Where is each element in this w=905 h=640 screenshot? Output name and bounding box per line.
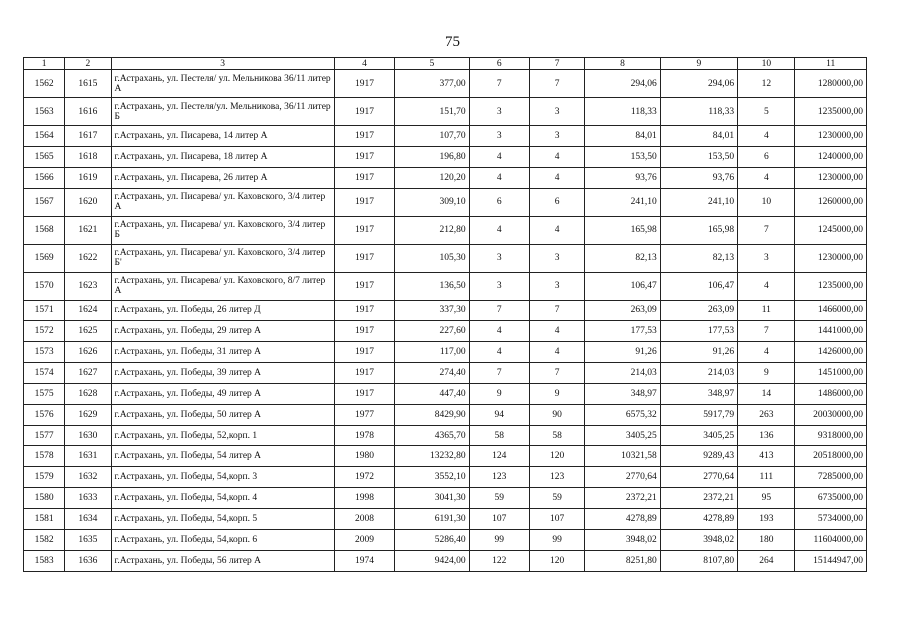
- row-number-cell: 1579: [24, 467, 65, 488]
- col8-cell: 165,98: [585, 216, 660, 244]
- year-cell: 1917: [334, 244, 394, 272]
- col10-cell: 5: [738, 98, 795, 126]
- row-number-cell: 1562: [24, 70, 65, 98]
- amount-cell: 1426000,00: [795, 342, 867, 363]
- col6-cell: 107: [469, 508, 529, 529]
- col9-cell: 241,10: [660, 188, 737, 216]
- id-cell: 1625: [65, 321, 111, 342]
- col9-cell: 8107,80: [660, 550, 737, 571]
- address-cell: г.Астрахань, ул. Победы, 31 литер А: [111, 342, 334, 363]
- col7-cell: 6: [529, 188, 584, 216]
- col9-cell: 294,06: [660, 70, 737, 98]
- area-cell: 377,00: [395, 70, 469, 98]
- year-cell: 2009: [334, 529, 394, 550]
- year-cell: 1917: [334, 363, 394, 384]
- col6-cell: 99: [469, 529, 529, 550]
- row-number-cell: 1576: [24, 404, 65, 425]
- row-number-cell: 1563: [24, 98, 65, 126]
- col6-cell: 7: [469, 70, 529, 98]
- area-cell: 9424,00: [395, 550, 469, 571]
- col9-cell: 9289,43: [660, 446, 737, 467]
- id-cell: 1634: [65, 508, 111, 529]
- area-cell: 3552,10: [395, 467, 469, 488]
- amount-cell: 1260000,00: [795, 188, 867, 216]
- column-header: 4: [334, 58, 394, 70]
- column-header: 10: [738, 58, 795, 70]
- col9-cell: 3948,02: [660, 529, 737, 550]
- col10-cell: 7: [738, 216, 795, 244]
- amount-cell: 5734000,00: [795, 508, 867, 529]
- table-row: [24, 272, 867, 300]
- col10-cell: 264: [738, 550, 795, 571]
- header-row: [24, 58, 867, 70]
- col8-cell: 91,26: [585, 342, 660, 363]
- year-cell: 1977: [334, 404, 394, 425]
- col7-cell: 58: [529, 425, 584, 446]
- year-cell: 2008: [334, 508, 394, 529]
- col9-cell: 118,33: [660, 98, 737, 126]
- col6-cell: 4: [469, 321, 529, 342]
- table-row: [24, 446, 867, 467]
- id-cell: 1633: [65, 488, 111, 509]
- id-cell: 1620: [65, 188, 111, 216]
- area-cell: 120,20: [395, 167, 469, 188]
- col8-cell: 6575,32: [585, 404, 660, 425]
- col7-cell: 4: [529, 216, 584, 244]
- table-header: [24, 58, 867, 70]
- col7-cell: 90: [529, 404, 584, 425]
- amount-cell: 7285000,00: [795, 467, 867, 488]
- table-row: [24, 342, 867, 363]
- page-number: 75: [445, 34, 460, 50]
- table-row: [24, 425, 867, 446]
- col6-cell: 4: [469, 146, 529, 167]
- table-row: [24, 98, 867, 126]
- col10-cell: 136: [738, 425, 795, 446]
- address-cell: г.Астрахань, ул. Писарева/ ул. Каховского, 3/4 литер А: [111, 188, 334, 216]
- amount-cell: 1230000,00: [795, 126, 867, 147]
- area-cell: 4365,70: [395, 425, 469, 446]
- col10-cell: 95: [738, 488, 795, 509]
- address-cell: г.Астрахань, ул. Пестеля/ул. Мельникова, 36/11 литер Б: [111, 98, 334, 126]
- row-number-cell: 1573: [24, 342, 65, 363]
- year-cell: 1978: [334, 425, 394, 446]
- col6-cell: 3: [469, 244, 529, 272]
- col7-cell: 120: [529, 550, 584, 571]
- col8-cell: 3948,02: [585, 529, 660, 550]
- id-cell: 1624: [65, 300, 111, 321]
- col7-cell: 4: [529, 321, 584, 342]
- col6-cell: 123: [469, 467, 529, 488]
- area-cell: 105,30: [395, 244, 469, 272]
- amount-cell: 1245000,00: [795, 216, 867, 244]
- table-row: [24, 216, 867, 244]
- id-cell: 1621: [65, 216, 111, 244]
- row-number-cell: 1577: [24, 425, 65, 446]
- col8-cell: 214,03: [585, 363, 660, 384]
- amount-cell: 1230000,00: [795, 244, 867, 272]
- col9-cell: 348,97: [660, 383, 737, 404]
- id-cell: 1618: [65, 146, 111, 167]
- col8-cell: 348,97: [585, 383, 660, 404]
- col9-cell: 93,76: [660, 167, 737, 188]
- col6-cell: 3: [469, 126, 529, 147]
- row-number-cell: 1565: [24, 146, 65, 167]
- id-cell: 1622: [65, 244, 111, 272]
- col6-cell: 4: [469, 167, 529, 188]
- area-cell: 309,10: [395, 188, 469, 216]
- row-number-cell: 1582: [24, 529, 65, 550]
- col10-cell: 4: [738, 272, 795, 300]
- col9-cell: 153,50: [660, 146, 737, 167]
- col7-cell: 3: [529, 244, 584, 272]
- column-header: 5: [395, 58, 469, 70]
- col10-cell: 12: [738, 70, 795, 98]
- row-number-cell: 1569: [24, 244, 65, 272]
- col6-cell: 4: [469, 342, 529, 363]
- address-cell: г.Астрахань, ул. Победы, 26 литер Д: [111, 300, 334, 321]
- column-header: 1: [24, 58, 65, 70]
- id-cell: 1629: [65, 404, 111, 425]
- year-cell: 1917: [334, 126, 394, 147]
- address-cell: г.Астрахань, ул. Победы, 54,корп. 3: [111, 467, 334, 488]
- col8-cell: 2770,64: [585, 467, 660, 488]
- col9-cell: 214,03: [660, 363, 737, 384]
- col7-cell: 3: [529, 272, 584, 300]
- col9-cell: 165,98: [660, 216, 737, 244]
- year-cell: 1917: [334, 146, 394, 167]
- year-cell: 1998: [334, 488, 394, 509]
- col7-cell: 4: [529, 146, 584, 167]
- address-cell: г.Астрахань, ул. Писарева/ ул. Каховского, 3/4 литер Б': [111, 244, 334, 272]
- col6-cell: 58: [469, 425, 529, 446]
- column-header: 8: [585, 58, 660, 70]
- id-cell: 1627: [65, 363, 111, 384]
- col7-cell: 9: [529, 383, 584, 404]
- area-cell: 274,40: [395, 363, 469, 384]
- amount-cell: 1441000,00: [795, 321, 867, 342]
- amount-cell: 1235000,00: [795, 98, 867, 126]
- col10-cell: 413: [738, 446, 795, 467]
- col9-cell: 91,26: [660, 342, 737, 363]
- table-row: [24, 550, 867, 571]
- address-cell: г.Астрахань, ул. Писарева, 26 литер А: [111, 167, 334, 188]
- column-header: 11: [795, 58, 867, 70]
- year-cell: 1917: [334, 216, 394, 244]
- address-cell: г.Астрахань, ул. Победы, 54 литер А: [111, 446, 334, 467]
- col6-cell: 7: [469, 300, 529, 321]
- table-row: [24, 529, 867, 550]
- col6-cell: 94: [469, 404, 529, 425]
- col10-cell: 3: [738, 244, 795, 272]
- year-cell: 1917: [334, 167, 394, 188]
- col7-cell: 3: [529, 98, 584, 126]
- col7-cell: 7: [529, 363, 584, 384]
- col8-cell: 3405,25: [585, 425, 660, 446]
- address-cell: г.Астрахань, ул. Победы, 52,корп. 1: [111, 425, 334, 446]
- col6-cell: 122: [469, 550, 529, 571]
- id-cell: 1615: [65, 70, 111, 98]
- col10-cell: 180: [738, 529, 795, 550]
- col8-cell: 8251,80: [585, 550, 660, 571]
- col7-cell: 123: [529, 467, 584, 488]
- col10-cell: 14: [738, 383, 795, 404]
- col8-cell: 4278,89: [585, 508, 660, 529]
- col6-cell: 7: [469, 363, 529, 384]
- table-row: [24, 488, 867, 509]
- table-row: [24, 383, 867, 404]
- col9-cell: 263,09: [660, 300, 737, 321]
- row-number-cell: 1581: [24, 508, 65, 529]
- col7-cell: 107: [529, 508, 584, 529]
- table-row: [24, 244, 867, 272]
- year-cell: 1917: [334, 321, 394, 342]
- id-cell: 1623: [65, 272, 111, 300]
- table-row: [24, 126, 867, 147]
- row-number-cell: 1578: [24, 446, 65, 467]
- col6-cell: 4: [469, 216, 529, 244]
- address-cell: г.Астрахань, ул. Пестеля/ ул. Мельникова 36/11 литер А: [111, 70, 334, 98]
- area-cell: 5286,40: [395, 529, 469, 550]
- address-cell: г.Астрахань, ул. Победы, 54,корп. 6: [111, 529, 334, 550]
- area-cell: 136,50: [395, 272, 469, 300]
- col7-cell: 4: [529, 167, 584, 188]
- area-cell: 337,30: [395, 300, 469, 321]
- col10-cell: 10: [738, 188, 795, 216]
- table-row: [24, 363, 867, 384]
- area-cell: 151,70: [395, 98, 469, 126]
- area-cell: 227,60: [395, 321, 469, 342]
- table-row: [24, 300, 867, 321]
- table-row: [24, 188, 867, 216]
- col7-cell: 120: [529, 446, 584, 467]
- address-cell: г.Астрахань, ул. Писарева, 18 литер А: [111, 146, 334, 167]
- id-cell: 1636: [65, 550, 111, 571]
- col9-cell: 82,13: [660, 244, 737, 272]
- amount-cell: 1280000,00: [795, 70, 867, 98]
- col6-cell: 124: [469, 446, 529, 467]
- col7-cell: 99: [529, 529, 584, 550]
- area-cell: 447,40: [395, 383, 469, 404]
- col9-cell: 84,01: [660, 126, 737, 147]
- year-cell: 1917: [334, 383, 394, 404]
- table-row: [24, 467, 867, 488]
- col8-cell: 106,47: [585, 272, 660, 300]
- col7-cell: 59: [529, 488, 584, 509]
- id-cell: 1626: [65, 342, 111, 363]
- id-cell: 1631: [65, 446, 111, 467]
- col8-cell: 177,53: [585, 321, 660, 342]
- year-cell: 1917: [334, 272, 394, 300]
- area-cell: 107,70: [395, 126, 469, 147]
- col9-cell: 3405,25: [660, 425, 737, 446]
- col9-cell: 106,47: [660, 272, 737, 300]
- column-header: 2: [65, 58, 111, 70]
- address-cell: г.Астрахань, ул. Писарева/ ул. Каховского, 8/7 литер А: [111, 272, 334, 300]
- address-cell: г.Астрахань, ул. Победы, 54,корп. 4: [111, 488, 334, 509]
- id-cell: 1617: [65, 126, 111, 147]
- address-cell: г.Астрахань, ул. Победы, 29 литер А: [111, 321, 334, 342]
- table-row: [24, 404, 867, 425]
- address-cell: г.Астрахань, ул. Писарева/ ул. Каховского, 3/4 литер Б: [111, 216, 334, 244]
- amount-cell: 1230000,00: [795, 167, 867, 188]
- col9-cell: 5917,79: [660, 404, 737, 425]
- amount-cell: 1466000,00: [795, 300, 867, 321]
- row-number-cell: 1566: [24, 167, 65, 188]
- column-header: 9: [660, 58, 737, 70]
- row-number-cell: 1571: [24, 300, 65, 321]
- area-cell: 13232,80: [395, 446, 469, 467]
- year-cell: 1917: [334, 70, 394, 98]
- area-cell: 212,80: [395, 216, 469, 244]
- col7-cell: 7: [529, 70, 584, 98]
- address-cell: г.Астрахань, ул. Победы, 56 литер А: [111, 550, 334, 571]
- col8-cell: 263,09: [585, 300, 660, 321]
- column-header: 7: [529, 58, 584, 70]
- table-row: [24, 146, 867, 167]
- year-cell: 1972: [334, 467, 394, 488]
- amount-cell: 20030000,00: [795, 404, 867, 425]
- area-cell: 3041,30: [395, 488, 469, 509]
- col9-cell: 177,53: [660, 321, 737, 342]
- amount-cell: 1235000,00: [795, 272, 867, 300]
- col8-cell: 294,06: [585, 70, 660, 98]
- amount-cell: 6735000,00: [795, 488, 867, 509]
- col8-cell: 82,13: [585, 244, 660, 272]
- column-header: 3: [111, 58, 334, 70]
- area-cell: 117,00: [395, 342, 469, 363]
- table-row: [24, 70, 867, 98]
- amount-cell: 15144947,00: [795, 550, 867, 571]
- address-cell: г.Астрахань, ул. Победы, 39 литер А: [111, 363, 334, 384]
- column-header: 6: [469, 58, 529, 70]
- col8-cell: 10321,58: [585, 446, 660, 467]
- year-cell: 1980: [334, 446, 394, 467]
- col6-cell: 9: [469, 383, 529, 404]
- col10-cell: 4: [738, 342, 795, 363]
- area-cell: 196,80: [395, 146, 469, 167]
- row-number-cell: 1580: [24, 488, 65, 509]
- row-number-cell: 1574: [24, 363, 65, 384]
- row-number-cell: 1568: [24, 216, 65, 244]
- col6-cell: 3: [469, 272, 529, 300]
- col10-cell: 7: [738, 321, 795, 342]
- year-cell: 1917: [334, 300, 394, 321]
- col6-cell: 3: [469, 98, 529, 126]
- amount-cell: 11604000,00: [795, 529, 867, 550]
- id-cell: 1635: [65, 529, 111, 550]
- col10-cell: 11: [738, 300, 795, 321]
- row-number-cell: 1572: [24, 321, 65, 342]
- col9-cell: 2770,64: [660, 467, 737, 488]
- col9-cell: 2372,21: [660, 488, 737, 509]
- col8-cell: 84,01: [585, 126, 660, 147]
- col8-cell: 241,10: [585, 188, 660, 216]
- year-cell: 1974: [334, 550, 394, 571]
- row-number-cell: 1564: [24, 126, 65, 147]
- address-cell: г.Астрахань, ул. Победы, 49 литер А: [111, 383, 334, 404]
- row-number-cell: 1570: [24, 272, 65, 300]
- amount-cell: 9318000,00: [795, 425, 867, 446]
- housing-registry-table: [23, 57, 867, 572]
- table-row: [24, 321, 867, 342]
- col7-cell: 3: [529, 126, 584, 147]
- amount-cell: 1486000,00: [795, 383, 867, 404]
- col7-cell: 7: [529, 300, 584, 321]
- col7-cell: 4: [529, 342, 584, 363]
- col9-cell: 4278,89: [660, 508, 737, 529]
- col10-cell: 263: [738, 404, 795, 425]
- col10-cell: 4: [738, 167, 795, 188]
- address-cell: г.Астрахань, ул. Победы, 50 литер А: [111, 404, 334, 425]
- id-cell: 1632: [65, 467, 111, 488]
- col6-cell: 6: [469, 188, 529, 216]
- col8-cell: 118,33: [585, 98, 660, 126]
- address-cell: г.Астрахань, ул. Победы, 54,корп. 5: [111, 508, 334, 529]
- amount-cell: 1451000,00: [795, 363, 867, 384]
- id-cell: 1628: [65, 383, 111, 404]
- year-cell: 1917: [334, 98, 394, 126]
- row-number-cell: 1575: [24, 383, 65, 404]
- address-cell: г.Астрахань, ул. Писарева, 14 литер А: [111, 126, 334, 147]
- col10-cell: 6: [738, 146, 795, 167]
- row-number-cell: 1583: [24, 550, 65, 571]
- row-number-cell: 1567: [24, 188, 65, 216]
- col8-cell: 2372,21: [585, 488, 660, 509]
- id-cell: 1616: [65, 98, 111, 126]
- area-cell: 6191,30: [395, 508, 469, 529]
- year-cell: 1917: [334, 188, 394, 216]
- table-row: [24, 508, 867, 529]
- id-cell: 1630: [65, 425, 111, 446]
- area-cell: 8429,90: [395, 404, 469, 425]
- col10-cell: 4: [738, 126, 795, 147]
- table-body: [24, 70, 867, 572]
- col10-cell: 111: [738, 467, 795, 488]
- col10-cell: 9: [738, 363, 795, 384]
- table-row: [24, 167, 867, 188]
- col8-cell: 93,76: [585, 167, 660, 188]
- id-cell: 1619: [65, 167, 111, 188]
- year-cell: 1917: [334, 342, 394, 363]
- col6-cell: 59: [469, 488, 529, 509]
- amount-cell: 20518000,00: [795, 446, 867, 467]
- col8-cell: 153,50: [585, 146, 660, 167]
- amount-cell: 1240000,00: [795, 146, 867, 167]
- col10-cell: 193: [738, 508, 795, 529]
